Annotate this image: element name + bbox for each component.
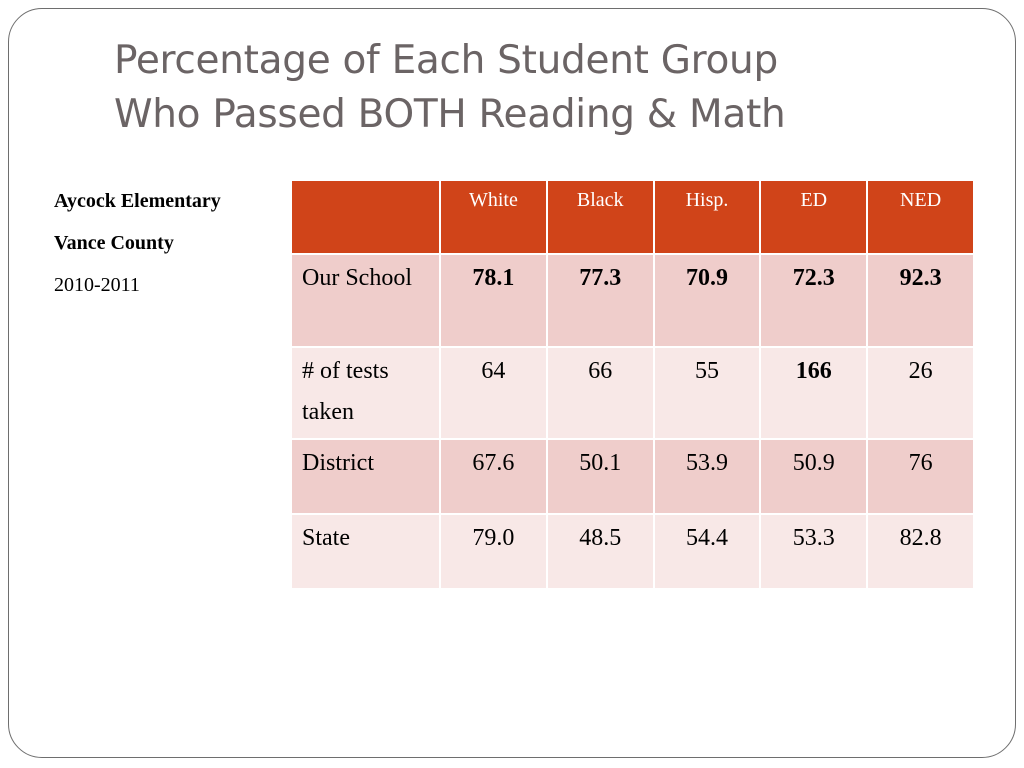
table-row-tests-taken — [291, 347, 974, 439]
table-row-state — [291, 514, 974, 589]
row-label: # of tests taken — [291, 347, 440, 439]
corner-cell — [291, 180, 440, 254]
table-cell: 50.9 — [760, 439, 867, 514]
column-header-hisp: Hisp. — [654, 180, 761, 254]
table-row-our-school — [291, 254, 974, 347]
table-cell: 54.4 — [654, 514, 761, 589]
table-cell: 26 — [867, 347, 974, 439]
table-cell: 82.8 — [867, 514, 974, 589]
column-header-white: White — [440, 180, 547, 254]
school-year: 2010-2011 — [54, 274, 140, 296]
table-cell: 64 — [440, 347, 547, 439]
table-cell: 77.3 — [547, 254, 654, 347]
title-line-1: Percentage of Each Student Group — [114, 38, 778, 83]
table-cell: 48.5 — [547, 514, 654, 589]
school-name: Aycock Elementary — [54, 190, 221, 212]
county-name: Vance County — [54, 232, 174, 254]
table-cell: 53.9 — [654, 439, 761, 514]
table-cell: 72.3 — [760, 254, 867, 347]
table-cell: 70.9 — [654, 254, 761, 347]
table-cell: 50.1 — [547, 439, 654, 514]
table-cell: 166 — [760, 347, 867, 439]
table-cell: 66 — [547, 347, 654, 439]
table-cell: 79.0 — [440, 514, 547, 589]
table-cell: 76 — [867, 439, 974, 514]
header-row — [291, 180, 974, 254]
title-line-2: Who Passed BOTH Reading & Math — [114, 92, 786, 137]
column-header-black: Black — [547, 180, 654, 254]
table-cell: 53.3 — [760, 514, 867, 589]
row-label: Our School — [291, 254, 440, 347]
table-row-district — [291, 439, 974, 514]
row-label: State — [291, 514, 440, 589]
table-cell: 92.3 — [867, 254, 974, 347]
results-table — [290, 179, 975, 590]
row-label: District — [291, 439, 440, 514]
table-cell: 78.1 — [440, 254, 547, 347]
table-cell: 67.6 — [440, 439, 547, 514]
slide-title — [114, 34, 934, 142]
column-header-ned: NED — [867, 180, 974, 254]
table-cell: 55 — [654, 347, 761, 439]
column-header-ed: ED — [760, 180, 867, 254]
school-info — [54, 184, 221, 310]
